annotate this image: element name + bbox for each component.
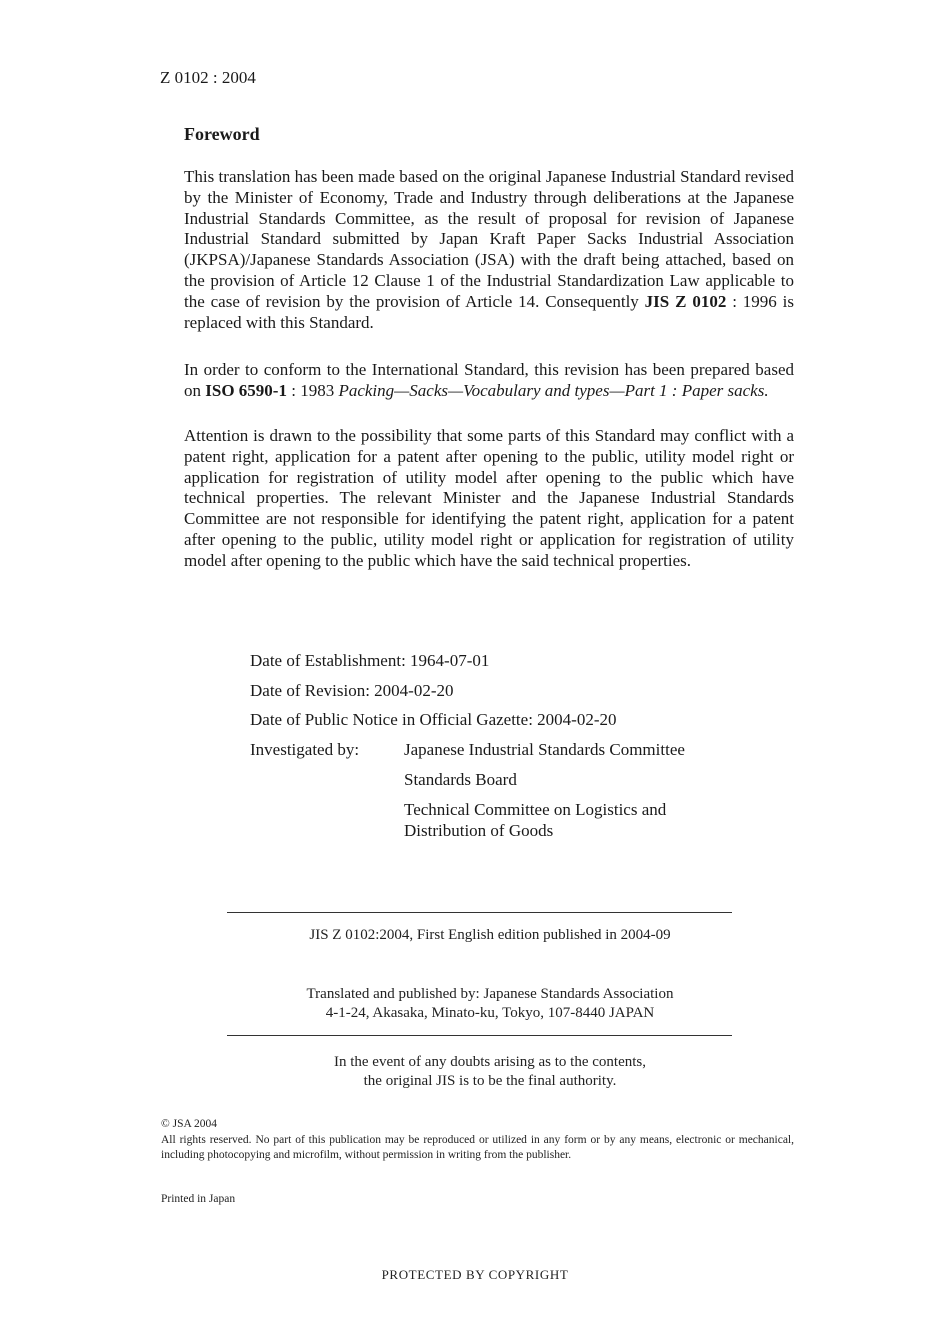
iso-year: : 1983 (286, 380, 339, 400)
foreword-paragraph-3: Attention is drawn to the possibility that some parts of this Standard may conflict with a patent right, application for a patent after opening to the public, utility model right or application for registration of utility model after opening to the public which have technical properties. The relevant Minister and the Japanese Industrial Standards Committee are not responsible for identifying the patent right, application for a patent after opening to the public, utility model right or application for registration of utility model after opening to the public which have the said technical properties. (184, 426, 794, 570)
edition-statement: JIS Z 0102:2004, First English edition published in 2004-09 (309, 927, 671, 943)
paragraph-1-text: This translation has been made based on the original Japanese Industrial Standard revised by the Minister of Economy, Trade and Industry through deliberations at the Japanese Industrial Standards Committee, as the result of proposal for revision of Japanese Industrial Standard submitted by Japan Kraft Paper Sacks Industrial Association (JKPSA)/Japanese Standards Association (JSA) with the draft being attached, based on the provision of Article 12 Clause 1 of the Industrial Standardization Law applicable to the case of revision by the provision of Article 14. Consequently (184, 167, 794, 311)
iso-title: Packing—Sacks—Vocabulary and types—Part 1 : Paper sacks. (338, 380, 769, 400)
publisher-line-1: Translated and published by: Japanese Standards Association (306, 986, 674, 1002)
foreword-heading: Foreword (184, 124, 260, 144)
paragraph-1-tail: : 1996 is replaced with this Standard. (184, 291, 794, 332)
date-revision: Date of Revision: 2004-02-20 (250, 681, 454, 700)
copyright-holder: © JSA 2004 (161, 1118, 218, 1130)
printed-in: Printed in Japan (161, 1193, 236, 1205)
iso-reference: ISO 6590-1 (205, 380, 287, 400)
date-establishment: Date of Establishment: 1964-07-01 (250, 651, 490, 670)
investigator-line: Technical Committee on Logistics and (404, 800, 667, 819)
superseded-standard: JIS Z 0102 (644, 291, 727, 311)
investigated-by-label: Investigated by: (250, 740, 360, 759)
publisher-address: 4-1-24, Akasaka, Minato-ku, Tokyo, 107-8440 JAPAN (325, 1005, 655, 1021)
authority-line-2: the original JIS is to be the final authority. (363, 1073, 617, 1089)
foreword-paragraph-1 (184, 167, 794, 333)
date-public-notice: Date of Public Notice in Official Gazette: 2004-02-20 (250, 710, 617, 729)
paragraph-2-text: In order to conform to the International Standard, this revision has been prepared based on (184, 360, 794, 400)
foreword-paragraph-2 (184, 360, 794, 402)
authority-line-1: In the event of any doubts arising as to the contents, (333, 1054, 646, 1070)
investigator-line: Standards Board (404, 770, 517, 789)
investigator-line: Distribution of Goods (404, 821, 554, 840)
rights-statement: All rights reserved. No part of this publication may be reproduced or utilized in any form or by any means, electronic or mechanical, including photocopying and microfilm, without permission in writing from the publisher. (161, 1133, 794, 1161)
investigator-line: Japanese Industrial Standards Committee (404, 740, 685, 759)
divider-bottom (227, 1035, 732, 1036)
divider-top (227, 912, 732, 913)
document-code: Z 0102 : 2004 (160, 68, 256, 87)
copyright-notice (161, 1117, 794, 1164)
footer-protected: PROTECTED BY COPYRIGHT (381, 1267, 569, 1282)
